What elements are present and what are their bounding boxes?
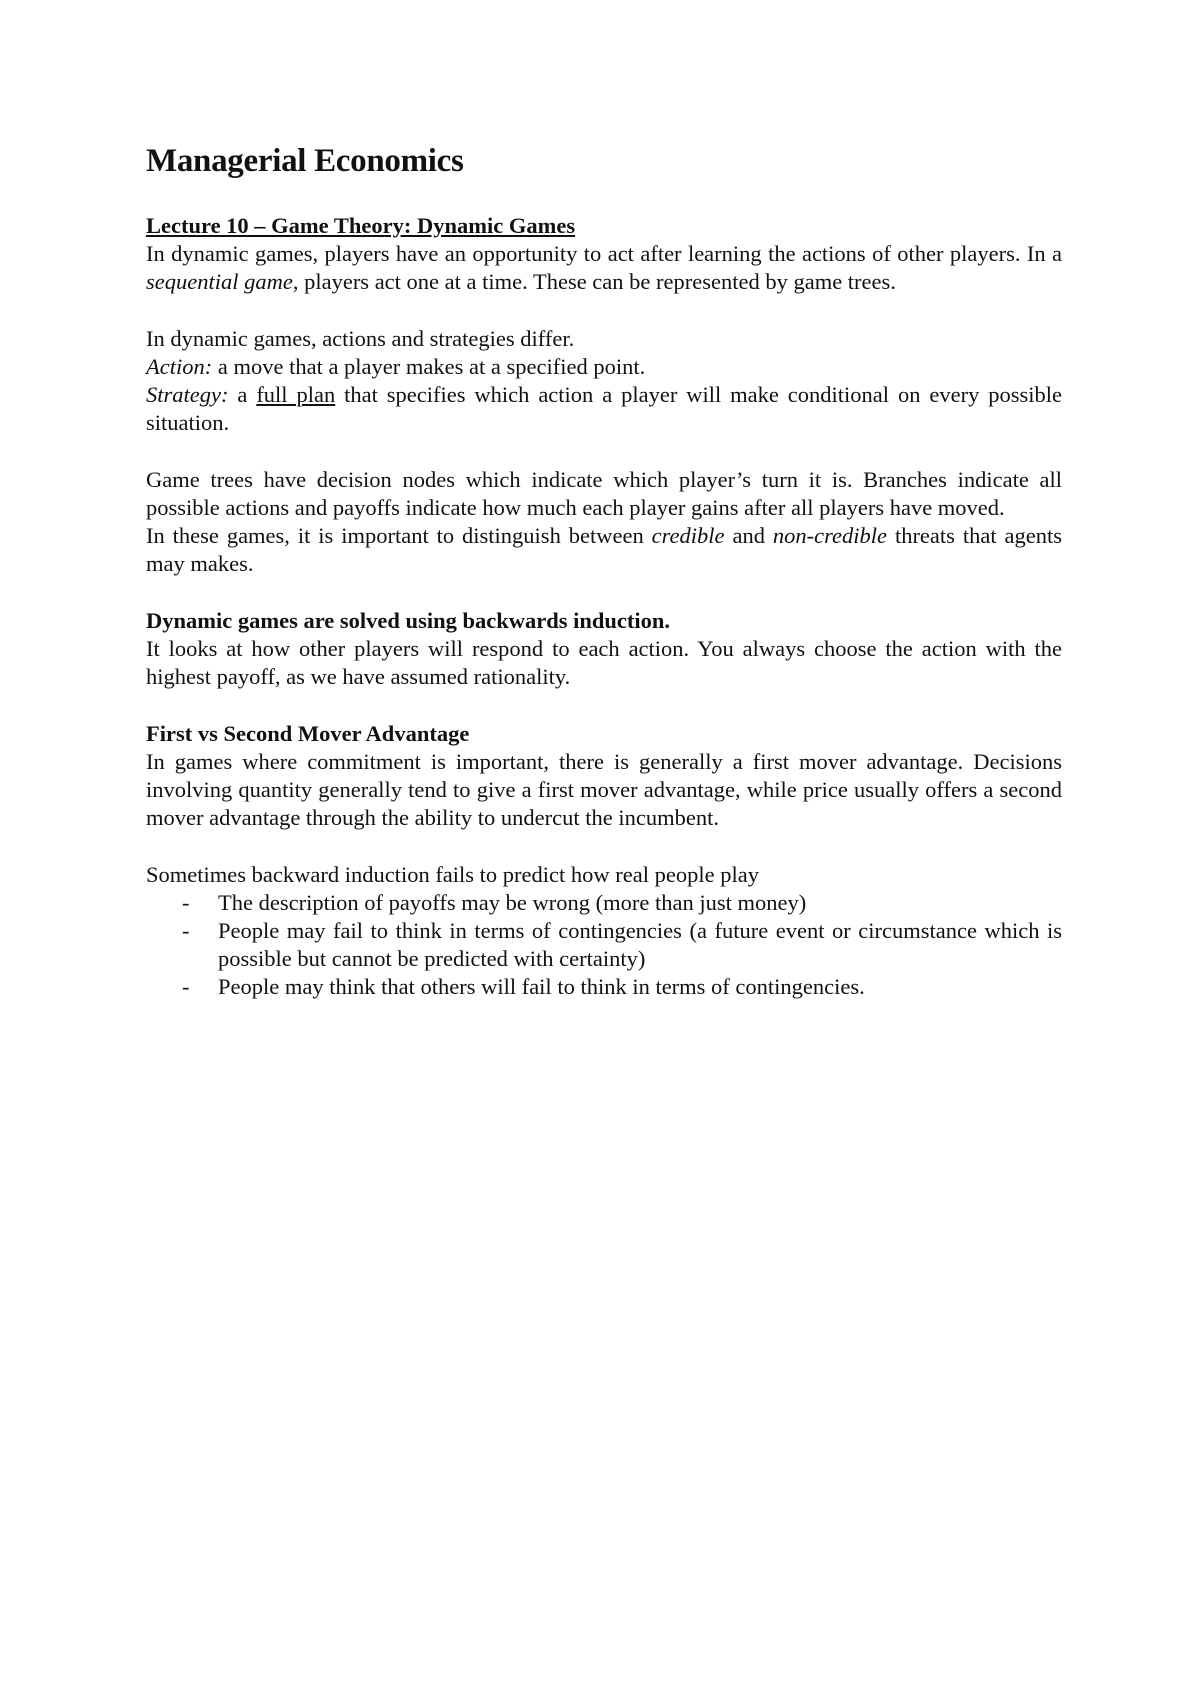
actions-strategies-line: In dynamic games, actions and strategies differ.: [146, 325, 575, 351]
failures-list: [146, 889, 1062, 1002]
strategy-definition: [146, 381, 1062, 437]
spacer: [146, 438, 1062, 466]
mover-advantage-paragraph: In games where commitment is important, there is generally a first mover advantage. Decisions involving quantity generally tend to give a first mover advantage, while price usually offers a second mover advantage through the ability to undercut the incumbent.: [146, 748, 1062, 831]
intro-text-1: In dynamic games, players have an opportunity to act after learning the actions of other players. In a: [146, 241, 1062, 267]
threats-post-text: threats that agents may makes.: [146, 523, 1062, 577]
list-item: - People may think that others will fail to think in terms of contingencies.: [218, 973, 1062, 1001]
threats-pre-text: In these games, it is important to distinguish between: [146, 523, 652, 549]
document-title: Managerial Economics: [146, 143, 464, 179]
spacer: [146, 297, 1062, 325]
spacer: [146, 579, 1062, 607]
credible-term: credible: [651, 523, 725, 549]
list-item: - The description of payoffs may be wrong (more than just money): [218, 889, 1062, 917]
action-definition: [146, 353, 1062, 381]
lecture-heading: Lecture 10 – Game Theory: Dynamic Games: [146, 213, 576, 238]
game-trees-paragraph: Game trees have decision nodes which indicate which player’s turn it is. Branches indicate all possible actions and payoffs indicate how much each player gains after all players have moved.: [146, 466, 1062, 520]
sequential-game-term: sequential game: [146, 269, 293, 295]
intro-paragraph: [146, 240, 1062, 296]
failures-intro: Sometimes backward induction fails to predict how real people play: [146, 861, 759, 887]
strategy-pre-text: a: [228, 382, 257, 408]
list-item: - People may fail to think in terms of contingencies (a future event or circumstance which is possible but cannot be predicted with certainty): [218, 917, 1062, 973]
intro-text-2: , players act one at a time. These can be represented by game trees.: [292, 269, 896, 295]
action-def-text: a move that a player makes at a specified point.: [212, 354, 646, 379]
full-plan-term: full plan: [256, 382, 336, 408]
action-term: Action:: [146, 354, 213, 379]
threats-paragraph: [146, 522, 1062, 578]
strategy-post-text: that specifies which action a player will make conditional on every possible situation.: [146, 382, 1062, 436]
backwards-induction-heading: Dynamic games are solved using backwards induction.: [146, 607, 671, 633]
document-page: [146, 140, 1062, 1002]
non-credible-term: non-credible: [772, 523, 888, 549]
threats-mid-text: and: [724, 523, 773, 549]
mover-advantage-heading: First vs Second Mover Advantage: [146, 720, 470, 746]
spacer: [146, 691, 1062, 719]
backwards-induction-paragraph: It looks at how other players will respond to each action. You always choose the action with the highest payoff, as we have assumed rationality.: [146, 636, 1062, 690]
spacer: [146, 832, 1062, 860]
strategy-term: Strategy:: [146, 382, 229, 408]
